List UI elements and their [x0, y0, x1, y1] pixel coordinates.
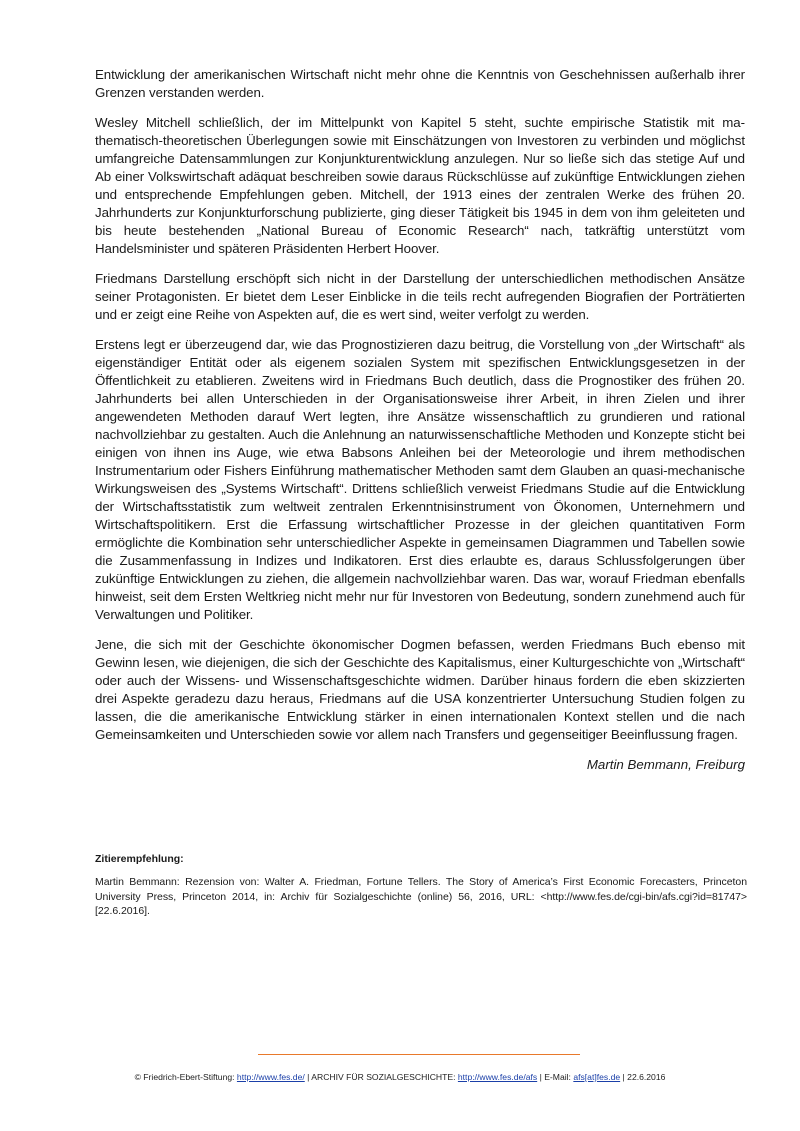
archive-link[interactable]: http://www.fes.de/afs: [457, 1072, 538, 1082]
footer-email-label: | E-Mail:: [539, 1072, 571, 1082]
footer-archive-label: | ARCHIV FÜR SOZIALGESCHICHTE:: [307, 1072, 456, 1082]
footer-date: | 22.6.2016: [622, 1072, 666, 1082]
footer-copyright: © Friedrich-Ebert-Stiftung:: [134, 1072, 235, 1082]
citation-block: [95, 853, 747, 919]
paragraph-5: Jene, die sich mit der Geschichte ökonomischer Dogmen befassen, werden Friedmans Buch ebenso mit Gewinn lesen, wie diejenigen, die sich der Geschichte des Kapitalismus, einer Kulturgeschichte von „Wirtschaft“ oder auch der Wissens- und Wissenschaftsgeschichte widmen. Darüber hinaus fordern die eben skizzierten drei Aspekte geradezu dazu heraus, Friedmans auf die USA konzentrierter Untersuchung Studien folgen zu lassen, die die amerikanische Entwicklung stärker in einen internationalen Kontext stellen und die nach Gemeinsamkeiten und Unterschieden sowie vor allem nach Transfers und gegenseitiger Beeinflussung fragen.: [95, 637, 745, 742]
paragraph-1: Entwicklung der amerikanischen Wirtschaft nicht mehr ohne die Kenntnis von Geschehnissen außerhalb ihrer Grenzen verstanden werden.: [95, 67, 745, 100]
paragraph-2: Wesley Mitchell schließlich, der im Mittelpunkt von Kapitel 5 steht, suchte empirische Statistik mit mathematisch-theoretischen Überlegungen sowie mit Einschätzungen von Investoren zu verbinden und möglichst umfangreiche Datensammlungen zur Konjunkturentwicklung anzulegen. Nur so ließe sich das stetige Auf und Ab einer Volkswirtschaft adäquat beschreiben sowie daraus Rückschlüsse auf zukünftige Entwicklungen ziehen und entsprechende Empfehlungen geben. Mitchell, der 1913 eines der zentralen Werke des frühen 20. Jahrhunderts zur Konjunkturforschung publizierte, ging dieser Tätigkeit bis 1945 in dem von ihm geleiteten und bis heute bestehenden „National Bureau of Economic Research“ nach, tatkräftig unterstützt vom Handelsminister und späteren Präsidenten Herbert Hoover.: [95, 115, 745, 256]
citation-text: Martin Bemmann: Rezension von: Walter A. Friedman, Fortune Tellers. The Story of America’s First Economic Forecasters, Princeton University Press, Princeton 2014, in: Archiv für Sozialgeschichte (online) 56, 2016, URL: <http://www.fes.de/cgi-bin/afs.cgi?id=81747> [22.6.2016].: [95, 876, 747, 917]
author-signature: Martin Bemmann, Freiburg: [586, 757, 745, 772]
paragraph-4: Erstens legt er überzeugend dar, wie das Prognostizieren dazu beitrug, die Vorstellung von „der Wirtschaft“ als eigenständiger Entität oder als eigenem sozialen System mit spezifischen Entwicklungsgesetzen in der Öffentlichkeit zu etablieren. Zweitens wird in Friedmans Buch deutlich, dass die Prognostiker des frühen 20. Jahrhunderts bei allen Unterschieden in der Organisationsweise ihrer Arbeit, in ihren Zielen und ihrer angewendeten Methoden darauf Wert legten, ihre Ansätze wissenschaftlich zu grundieren und rational nachvollziehbar zu gestalten. Auch die Anlehnung an naturwissenschaftliche Methoden und Konzepte sticht bei einigen von ihnen ins Auge, wie etwa Babsons Anleihen bei der Meteorologie und ihrem methodischen Instrumentarium oder Fishers Einführung mathematischer Methoden samt dem Glauben an quasi-mechanische Wirkungsweisen des „Systems Wirtschaft“. Drittens schließlich verweist Friedmans Studie auf die Entwicklung der Wirtschaftsstatistik zum weltweit zentralen Erkenntnisinstrument von Ökonomen, Unternehmern und Wirtschaftspolitikern. Erst die Erfassung wirtschaftlicher Prozesse in der gleichen quantitativen Form ermöglichte die Kombination sehr unterschiedlicher Aspekte in gemeinsamen Diagrammen und Tabellen sowie die Zusammenfassung in Indizes und Indikatoren. Erst dies erlaubte es, daraus Schlussfolgerungen über zukünftige Entwicklungen zu ziehen, die allgemein nachvollziehbar waren. Das war, worauf Friedman ebenfalls hinweist, seit dem Ersten Weltkrieg nicht mehr nur für Investoren von Bedeutung, sondern zunehmend auch für Verwaltungen und Politiker.: [95, 337, 745, 622]
citation-heading: Zitierempfehlung:: [95, 853, 184, 865]
page-footer: [0, 1072, 800, 1082]
email-link[interactable]: afs[at]fes.de: [573, 1072, 621, 1082]
fes-link[interactable]: http://www.fes.de/: [236, 1072, 305, 1082]
footer-divider: [258, 1054, 580, 1055]
paragraph-3: Friedmans Darstellung erschöpft sich nicht in der Darstellung der unterschiedlichen methodischen Ansätze seiner Protagonisten. Er bietet dem Leser Einblicke in die teils recht aufregenden Biografien der Porträtierten und er zeigt eine Reihe von Aspekten auf, die es wert sind, weiter verfolgt zu werden.: [95, 271, 745, 322]
article-body: [95, 66, 745, 774]
